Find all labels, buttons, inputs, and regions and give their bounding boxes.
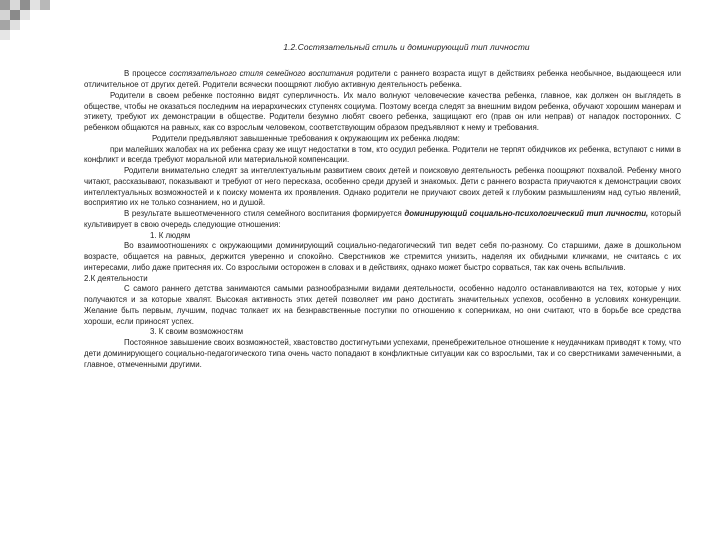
- paragraph-result: [84, 209, 681, 231]
- paragraph-abilities: Постоянное завышение своих возможностей, хвастовство достигнутыми успехами, пренебрежительное отношение к неудачникам приводят к тому, что дети доминирующего социально-педагогического типа очень часто попадают в конфликтные ситуации как со взрослыми, так и со сверстниками замеченными, а главное, отмеченными другими.: [84, 338, 682, 369]
- paragraph-intro-end: родители с раннего возраста ищут в действиях ребенка необычное, выдающееся или отличительное от других детей. Родители всячески поощряют любую активную деятельность ребенка.: [84, 69, 682, 90]
- document-page: [84, 42, 681, 370]
- paragraph-result-end: который культивирует в свою очередь следующие отношения:: [84, 209, 681, 229]
- decor-square: [10, 0, 20, 10]
- paragraph-intro: [84, 69, 681, 91]
- heading-to-activity: 2.К деятельности: [84, 273, 148, 283]
- paragraph-complaints: при малейших жалобах на их ребенка сразу же ищут недостатки в том, кто осудил ребенка. Родители не терпят обидчиков их ребенка, вступают с ними в конфликт и всегда требуют моральной или материальной компенсации.: [84, 144, 681, 165]
- decor-square: [0, 30, 10, 40]
- paragraph-people: Во взаимоотношениях с окружающими доминирующий социально-педагогический тип ведет себя по-разному. Со старшими, даже в дошкольном возрасте, общается на равных, держится уверенно и спокойно. Сверстников же стремится унизить, наделяя их обидными кличками, не считаясь с их интересами, либо даже притесняя их. Со взрослыми осторожен в словах и в действиях, однако может быстро сорваться, так как очень вспыльчив.: [84, 241, 681, 272]
- decor-square: [0, 10, 10, 20]
- decor-square: [10, 10, 20, 20]
- term-dominant-type: доминирующий социально-психологический тип личности,: [404, 209, 649, 219]
- decor-square: [0, 20, 10, 30]
- heading-to-people: 1. К людям: [150, 230, 191, 240]
- corner-decoration: [0, 0, 60, 40]
- decor-square: [10, 20, 20, 30]
- paragraph-intellect: Родители внимательно следят за интеллектуальным развитием своих детей и поисковую деятельность ребенка поощряют похвалой. Ребенку много читают, рассказывают, показывают и требуют от него пересказа, особенно среди друзей и знакомых. Дети с раннего возраста приучаются к демонстрации своих интеллектуальных возможностей и к поиску момента их проявления. Однако родители не приучают своих детей к глубоким размышлениям над сутью явлений, восприятию их не только сознанием, но и душой.: [84, 166, 681, 208]
- paragraph-result-start: В результате вышеотмеченного стиля семейного воспитания формируется: [124, 209, 405, 219]
- decor-square: [40, 0, 50, 10]
- paragraph-intro-start: В процессе: [124, 69, 170, 79]
- term-competitive-style: состязательного стиля семейного воспитания: [169, 69, 354, 79]
- decor-square: [0, 0, 10, 10]
- paragraph-demands: Родители предъявляют завышенные требования к окружающим их ребенка людям:: [152, 133, 460, 143]
- decor-square: [30, 0, 40, 10]
- paragraph-superpersonality: Родители в своем ребенке постоянно видят суперличность. Их мало волнуют человеческие качества ребенка, главное, как должен он выглядеть в обществе, чтобы не оказаться последним на иерархических ступенях социума. Поэтому всегда следят за внешним видом ребенка, обучают хорошим манерам и этикету, требуют их демонстрации в обществе. Родители безумно любят своего ребенка, защищают его (прав он или неправ) от нападок посторонних. С ребенком общаются на равных, как со взрослым человеком, соответствующим образом предъявляют к нему и требования.: [84, 90, 681, 133]
- document-title: 1.2.Состязательный стиль и доминирующий тип личности: [283, 42, 530, 52]
- decor-square: [20, 10, 30, 20]
- decor-square: [20, 0, 30, 10]
- heading-to-abilities: 3. К своим возможностям: [150, 327, 244, 337]
- paragraph-activity: С самого раннего детства занимаются самыми разнообразными видами деятельности, особенно надолго останавливаются на тех, которые у них получаются и за которые хвалят. Высокая активность этих детей позволяет им рано достигать значительных успехов, особенно в условиях конкуренции. Желание быть первым, лучшим, подчас толкает их на безнравственные поступки по отношению к соперникам, но они считают, что в борьбе все средства хороши, если приносят успех.: [84, 284, 681, 326]
